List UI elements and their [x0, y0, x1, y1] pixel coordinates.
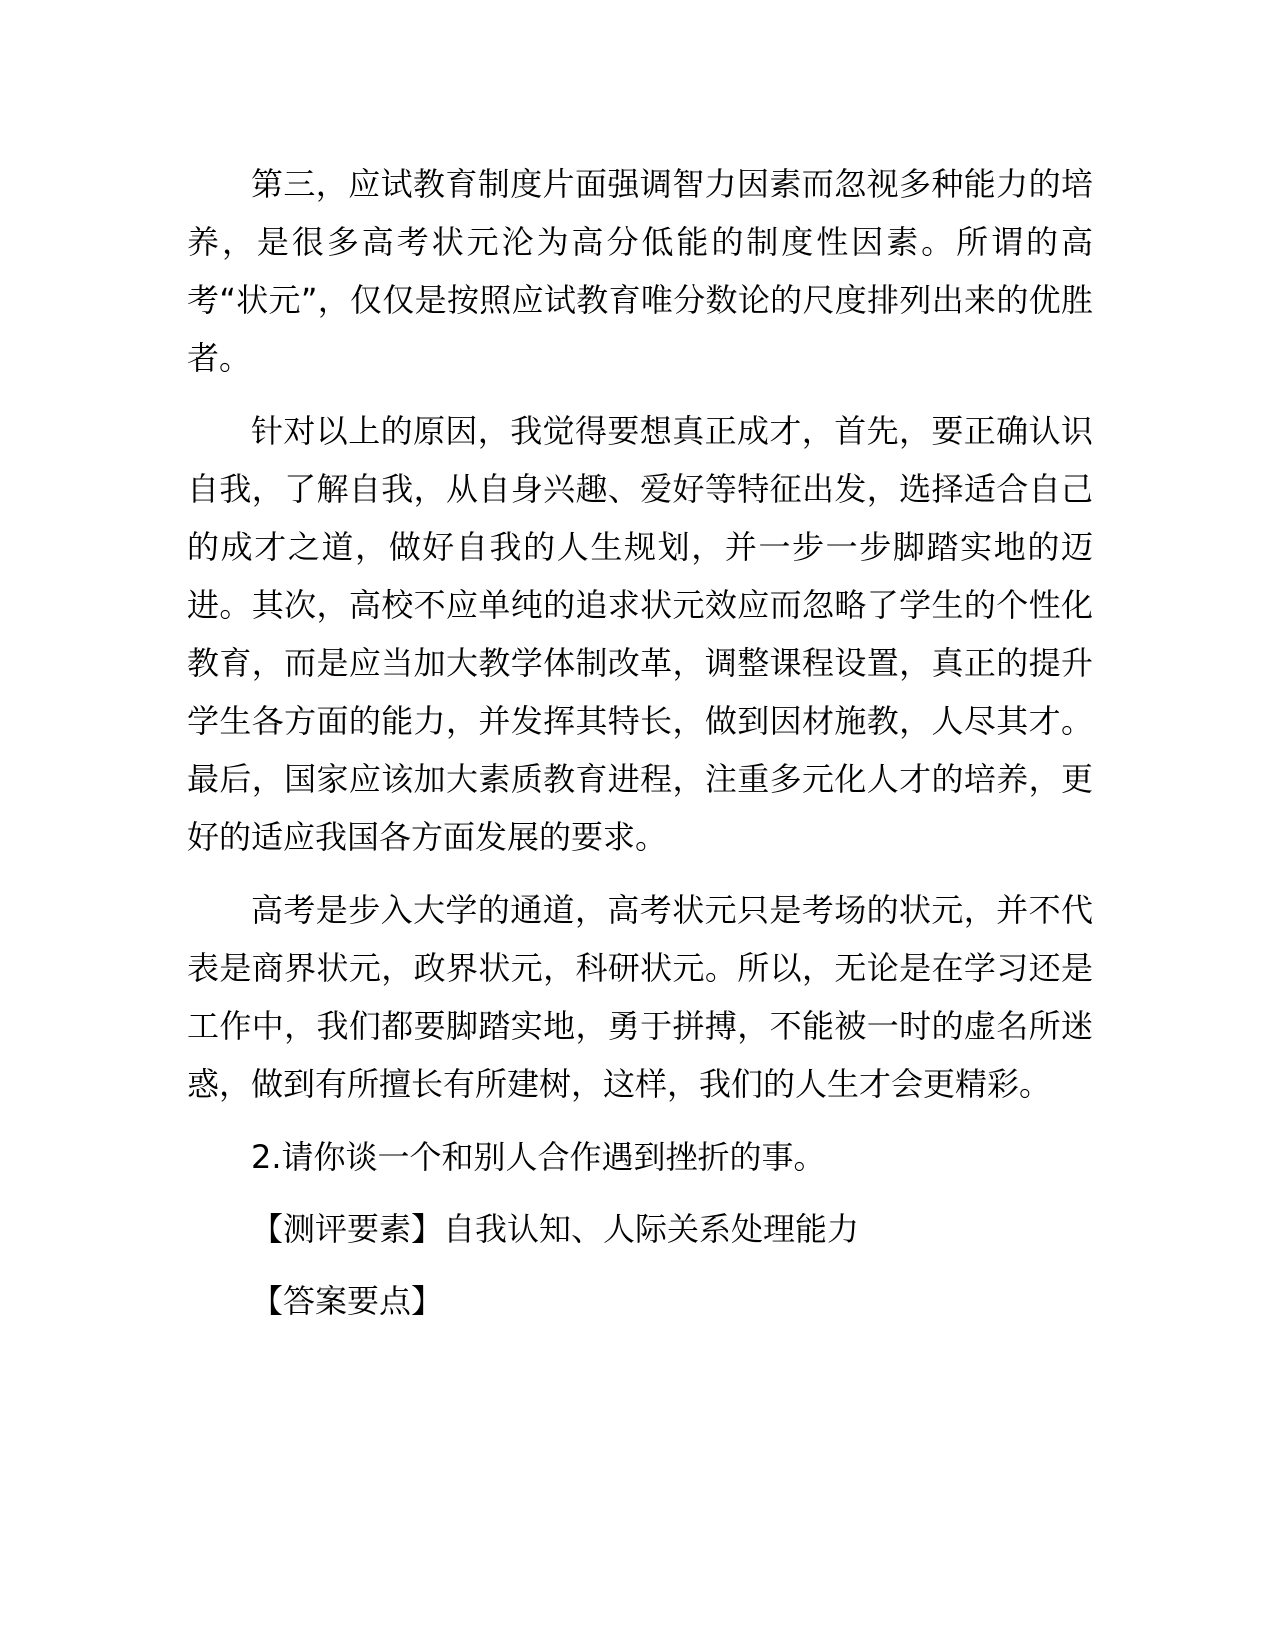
question-2: 2.请你谈一个和别人合作遇到挫折的事。 — [251, 1138, 826, 1176]
paragraph-suggestions: 针对以上的原因，我觉得要想真正成才，首先，要正确认识自我，了解自我，从自身兴趣、爱好等特征出发，选择适合自己的成才之道，做好自我的人生规划，并一步一步脚踏实地的迈进。其次，高校不应单纯的追求状元效应而忽略了学生的个性化教育，而是应当加大教学体制改革，调整课程设置，真正的提升学生各方面的能力，并发挥其特长，做到因材施教，人尽其才。最后，国家应该加大素质教育进程，注重多元化人才的培养，更好的适应我国各方面发展的要求。 — [187, 412, 1093, 856]
paragraph-third-reason: 第三，应试教育制度片面强调智力因素而忽视多种能力的培养，是很多高考状元沦为高分低能的制度性因素。所谓的高考“状元”，仅仅是按照应试教育唯分数论的尺度排列出来的优胜者。 — [187, 165, 1093, 377]
document-body — [187, 155, 1093, 1344]
answer-points-heading: 【答案要点】 — [251, 1282, 444, 1320]
paragraph-conclusion: 高考是步入大学的通道，高考状元只是考场的状元，并不代表是商界状元，政界状元，科研状元。所以，无论是在学习还是工作中，我们都要脚踏实地，勇于拼搏，不能被一时的虚名所迷惑，做到有所擅长有所建树，这样，我们的人生才会更精彩。 — [187, 891, 1093, 1103]
evaluation-elements: 【测评要素】自我认知、人际关系处理能力 — [251, 1210, 860, 1248]
